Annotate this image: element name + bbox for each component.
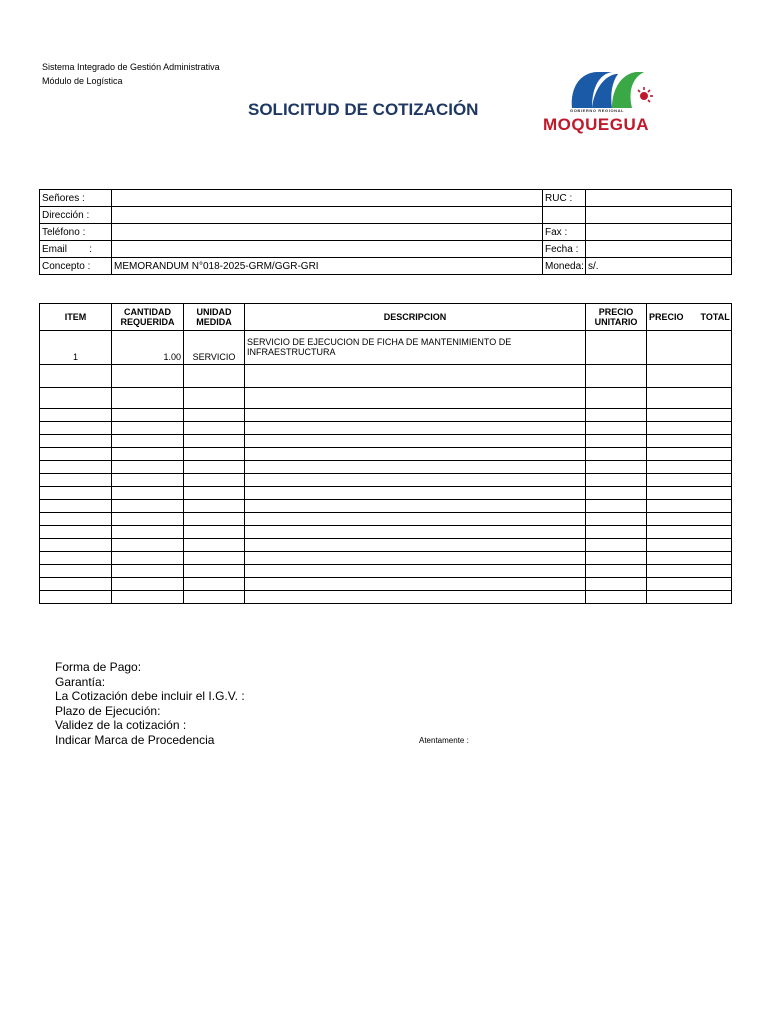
cantidad-cell [112,565,184,578]
descripcion-cell [245,552,586,565]
item-cell [40,565,112,578]
precio-total-cell[interactable] [647,474,732,487]
table-row [40,526,732,539]
precio-total-cell[interactable] [647,539,732,552]
plazo-label: Plazo de Ejecución: [55,703,161,718]
table-row [40,435,732,448]
precio-total-cell[interactable] [647,565,732,578]
precio-total-cell[interactable] [647,552,732,565]
precio-total-cell[interactable] [647,500,732,513]
telefono-label: Teléfono : [40,224,112,241]
precio-total-cell[interactable] [647,591,732,604]
precio-unitario-cell[interactable] [586,487,647,500]
unidad-cell [184,500,245,513]
item-cell [40,388,112,409]
unidad-cell [184,565,245,578]
cantidad-cell [112,500,184,513]
unidad-cell: SERVICIO [184,331,245,365]
col-item: ITEM [40,304,112,331]
unidad-cell [184,474,245,487]
descripcion-cell [245,591,586,604]
descripcion-cell [245,513,586,526]
unidad-cell [184,422,245,435]
table-row [40,474,732,487]
unidad-cell [184,435,245,448]
descripcion-cell [245,365,586,388]
descripcion-cell [245,388,586,409]
cantidad-cell [112,365,184,388]
cantidad-cell [112,448,184,461]
descripcion-cell [245,565,586,578]
precio-unitario-cell[interactable] [586,513,647,526]
unidad-cell [184,526,245,539]
table-row [40,591,732,604]
logo-small-text: GOBIERNO REGIONAL [570,108,625,113]
email-field[interactable] [112,241,543,258]
descripcion-cell [245,578,586,591]
precio-unitario-cell[interactable] [586,539,647,552]
ruc-label: RUC : [543,190,586,207]
supplier-info-table [39,189,732,275]
table-row [40,422,732,435]
fax-label: Fax : [543,224,586,241]
precio-unitario-cell[interactable] [586,409,647,422]
precio-total-cell[interactable] [647,487,732,500]
system-header [42,60,220,88]
direccion-field[interactable] [112,207,543,224]
table-row [40,513,732,526]
row-senores [40,190,732,207]
precio-unitario-cell[interactable] [586,422,647,435]
precio-unitario-cell[interactable] [586,565,647,578]
table-row [40,578,732,591]
item-cell [40,365,112,388]
precio-total-cell[interactable] [647,331,732,365]
col-precio-total [647,304,732,331]
item-cell [40,422,112,435]
atentamente-label: Atentamente : [419,736,469,745]
row-direccion [40,207,732,224]
forma-pago-label: Forma de Pago: [55,660,142,674]
unidad-cell [184,487,245,500]
item-cell [40,513,112,526]
precio-unitario-cell[interactable] [586,435,647,448]
cantidad-cell [112,422,184,435]
table-row [40,365,732,388]
descripcion-cell [245,422,586,435]
precio-total-cell[interactable] [647,435,732,448]
precio-total-cell[interactable] [647,461,732,474]
descripcion-cell [245,500,586,513]
descripcion-cell [245,461,586,474]
descripcion-cell: SERVICIO DE EJECUCION DE FICHA DE MANTENIMIENTO DE INFRAESTRUCTURA [245,331,586,365]
cantidad-cell [112,435,184,448]
precio-total-cell[interactable] [647,388,732,409]
fecha-label: Fecha : [543,241,586,258]
precio-unitario-cell[interactable] [586,578,647,591]
cantidad-cell [112,578,184,591]
col-precio-total-label: PRECIO [649,312,684,322]
unidad-cell [184,578,245,591]
descripcion-cell [245,487,586,500]
ruc-field[interactable] [586,190,732,207]
item-cell [40,591,112,604]
cantidad-cell [112,474,184,487]
descripcion-cell [245,474,586,487]
item-cell [40,526,112,539]
fax-field[interactable] [586,224,732,241]
cantidad-cell [112,388,184,409]
items-table [39,303,732,604]
row-telefono [40,224,732,241]
precio-total-cell[interactable] [647,422,732,435]
unidad-cell [184,388,245,409]
validez-label: Validez de la cotización : [55,718,187,733]
senores-label: Señores : [40,190,112,207]
table-row [40,487,732,500]
unidad-cell [184,461,245,474]
precio-total-cell[interactable] [647,578,732,591]
cantidad-cell [112,552,184,565]
marca-label: Indicar Marca de Procedencia [55,732,215,747]
descripcion-cell [245,448,586,461]
unidad-cell [184,409,245,422]
col-cantidad: CANTIDAD REQUERIDA [112,304,184,331]
col-total-label: TOTAL [700,312,730,322]
item-cell [40,435,112,448]
table-row [40,552,732,565]
cantidad-cell [112,487,184,500]
precio-unitario-cell[interactable] [586,526,647,539]
col-precio-unitario: PRECIO UNITARIO [586,304,647,331]
precio-unitario-cell[interactable] [586,500,647,513]
unidad-cell [184,365,245,388]
precio-total-cell[interactable] [647,513,732,526]
item-cell [40,552,112,565]
item-cell [40,474,112,487]
cantidad-cell [112,409,184,422]
precio-unitario-cell[interactable] [586,591,647,604]
descripcion-cell [245,539,586,552]
page-title: SOLICITUD DE COTIZACIÓN [248,100,479,119]
conditions-block [55,660,245,748]
module-name: Módulo de Logística [42,76,123,86]
item-cell: 1 [40,331,112,365]
concepto-field[interactable]: MEMORANDUM N°018-2025-GRM/GGR-GRI [112,258,543,275]
table-row [40,388,732,409]
precio-total-cell[interactable] [647,526,732,539]
descripcion-cell [245,526,586,539]
precio-unitario-cell[interactable] [586,552,647,565]
cantidad-cell [112,591,184,604]
col-unidad: UNIDAD MEDIDA [184,304,245,331]
descripcion-cell [245,435,586,448]
email-label: Email : [40,241,112,258]
descripcion-cell [245,409,586,422]
unidad-cell [184,513,245,526]
precio-total-cell[interactable] [647,448,732,461]
precio-total-cell[interactable] [647,409,732,422]
table-row [40,565,732,578]
telefono-field[interactable] [112,224,543,241]
cantidad-cell [112,513,184,526]
precio-unitario-cell[interactable] [586,331,647,365]
item-cell [40,500,112,513]
logo-name: MOQUEGUA [543,115,649,134]
table-row [40,500,732,513]
cantidad-cell [112,539,184,552]
precio-total-cell[interactable] [647,365,732,388]
item-cell [40,461,112,474]
items-header-row [40,304,732,331]
unidad-cell [184,539,245,552]
item-cell [40,409,112,422]
precio-unitario-cell[interactable] [586,388,647,409]
direccion-label: Dirección : [40,207,112,224]
item-cell [40,448,112,461]
igv-label: La Cotización debe incluir el I.G.V. : [55,689,245,704]
row-email [40,241,732,258]
item-cell [40,578,112,591]
precio-unitario-cell[interactable] [586,448,647,461]
precio-unitario-cell[interactable] [586,365,647,388]
empty-field[interactable] [586,207,732,224]
table-row [40,448,732,461]
system-name: Sistema Integrado de Gestión Administrativa [42,62,220,72]
table-row [40,331,732,365]
empty-label [543,207,586,224]
table-row [40,461,732,474]
moneda-label: Moneda: [543,258,586,275]
col-descripcion: DESCRIPCION [245,304,586,331]
cantidad-cell [112,526,184,539]
cantidad-cell [112,461,184,474]
table-row [40,409,732,422]
moneda-field[interactable]: s/. [586,258,732,275]
precio-unitario-cell[interactable] [586,474,647,487]
item-cell [40,487,112,500]
garantia-label: Garantía: [55,674,106,689]
precio-unitario-cell[interactable] [586,461,647,474]
unidad-cell [184,552,245,565]
cantidad-cell: 1.00 [112,331,184,365]
unidad-cell [184,591,245,604]
table-row [40,539,732,552]
concepto-label: Concepto : [40,258,112,275]
row-concepto [40,258,732,275]
fecha-field[interactable] [586,241,732,258]
senores-field[interactable] [112,190,543,207]
unidad-cell [184,448,245,461]
item-cell [40,539,112,552]
moquegua-logo [540,68,685,140]
